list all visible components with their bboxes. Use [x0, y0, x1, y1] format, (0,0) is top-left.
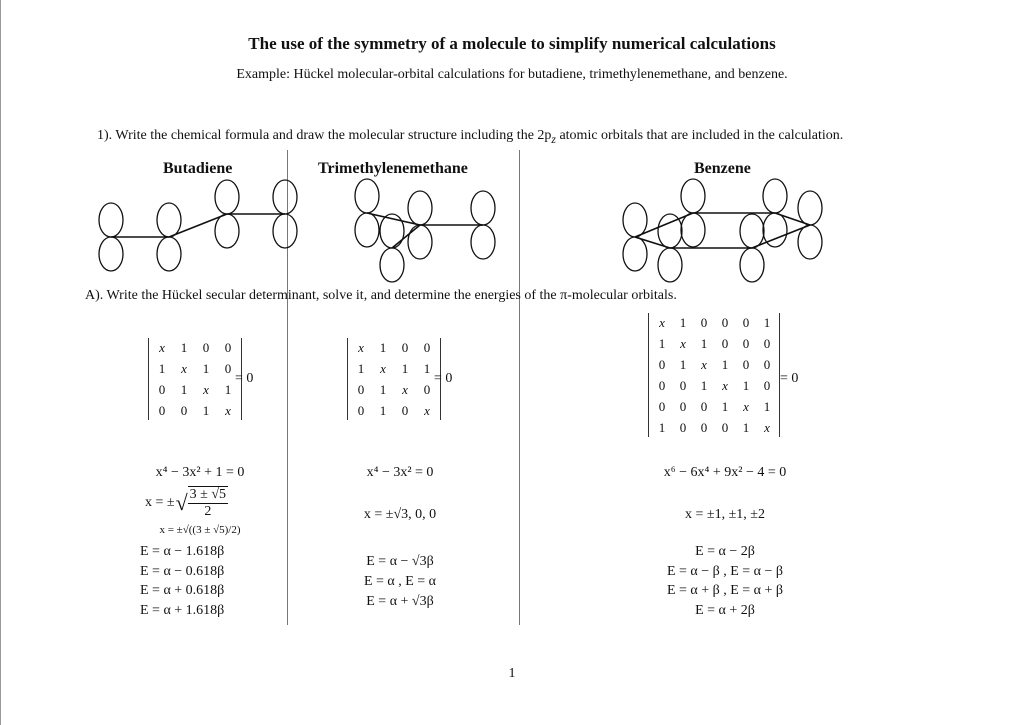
determinant-cell: 1 [180, 382, 188, 397]
roots-fraction [188, 486, 228, 520]
energies-butadiene [140, 542, 224, 620]
determinant-cell: 1 [423, 361, 431, 376]
determinant-cell: 0 [721, 420, 729, 435]
determinant-cell: 0 [401, 340, 409, 355]
determinant-cell: 1 [379, 403, 387, 418]
determinant-cell: 0 [679, 378, 687, 393]
energy-level: E = α + 1.618β [140, 602, 225, 618]
determinant-cell: 0 [401, 403, 409, 418]
label-trimethylenemethane: Trimethylenemethane [318, 160, 468, 177]
energies-tmm [340, 552, 460, 612]
radical-sign: √ [175, 490, 188, 515]
determinant-cell: 0 [658, 378, 666, 393]
determinant-cell: 1 [679, 357, 687, 372]
roots-prefix: x = ± [145, 495, 175, 510]
determinant-cell: 1 [700, 378, 708, 393]
determinant-cell: 0 [679, 399, 687, 414]
determinant-cell: 0 [357, 403, 365, 418]
determinant-cell: 1 [158, 361, 166, 376]
polynomial-butadiene: x⁴ − 3x² + 1 = 0 [155, 465, 245, 480]
determinant-cell: x [402, 382, 408, 397]
determinant-cell: x [203, 382, 209, 397]
energy-level: E = α + 2β [695, 602, 755, 618]
determinant-cell: 1 [379, 340, 387, 355]
determinant-cell: 0 [180, 403, 188, 418]
determinant-cell: 1 [721, 399, 729, 414]
determinant-cell: x [424, 403, 430, 418]
determinant-cell: x [701, 357, 707, 372]
determinant-cell: 0 [423, 340, 431, 355]
determinant-cell: 1 [379, 382, 387, 397]
energy-level: E = α + √3β [366, 594, 434, 609]
determinant-cell: 1 [742, 420, 750, 435]
determinant-cell: x [380, 361, 386, 376]
determinant-cell: x [181, 361, 187, 376]
determinant-cell: 0 [224, 340, 232, 355]
determinant-cell: 0 [763, 336, 771, 351]
roots-tmm: x = ±√3, 0, 0 [363, 507, 437, 522]
determinant-cell: x [159, 340, 165, 355]
label-benzene: Benzene [694, 160, 751, 177]
determinant-cell: 1 [763, 399, 771, 414]
trimethylenemethane-structure [355, 179, 495, 282]
page-number: 1 [508, 666, 516, 681]
polynomial-benzene: x⁶ − 6x⁴ + 9x² − 4 = 0 [663, 465, 787, 480]
determinant-cell: x [358, 340, 364, 355]
determinant-cell: x [680, 336, 686, 351]
energy-level: E = α − √3β [366, 554, 434, 569]
q1-text: 1). Write the chemical formula and draw the molecular structure including the 2p [97, 128, 552, 143]
determinant-cell: 0 [700, 399, 708, 414]
energy-level: E = α − 2β [695, 544, 755, 559]
determinant-cell: x [743, 399, 749, 414]
determinant-cell: 0 [158, 382, 166, 397]
determinant-cell: 0 [721, 336, 729, 351]
energy-level: E = α , E = α [363, 574, 437, 589]
determinant-cell: 1 [401, 361, 409, 376]
subtitle: Example: Hückel molecular-orbital calculations for butadiene, trimethylenemethane, and benzene. [236, 67, 788, 82]
determinant-cell: x [659, 315, 665, 330]
equals-zero: = 0 [434, 371, 453, 386]
determinant-cell: 0 [700, 315, 708, 330]
determinant-cell: x [722, 378, 728, 393]
roots-numerator: 3 ± √5 [189, 487, 227, 502]
energies-benzene [630, 542, 820, 620]
polynomial-tmm: x⁴ − 3x² = 0 [366, 465, 434, 480]
label-butadiene: Butadiene [163, 160, 233, 177]
determinant-cell: 0 [721, 315, 729, 330]
determinant-cell: 0 [224, 361, 232, 376]
determinant-cell: 1 [658, 420, 666, 435]
determinant-cell: 0 [679, 420, 687, 435]
q1-sub: z [551, 132, 556, 146]
determinant-cell: 1 [742, 378, 750, 393]
determinant-cell: 0 [742, 336, 750, 351]
determinant-tmm [347, 338, 441, 420]
page-title: The use of the symmetry of a molecule to simplify numerical calculations [248, 34, 776, 53]
equals-zero: = 0 [235, 371, 254, 386]
determinant-cell: 1 [658, 336, 666, 351]
determinant-benzene [648, 313, 780, 437]
determinant-cell: 0 [202, 340, 210, 355]
energy-level: E = α − β , E = α − β [666, 563, 784, 579]
determinant-cell: 1 [721, 357, 729, 372]
q1-end: atomic orbitals that are included in the calculation. [555, 128, 844, 143]
determinant-cell: 1 [679, 315, 687, 330]
energy-level: E = α + 0.618β [140, 583, 225, 598]
determinant-butadiene [148, 338, 242, 420]
benzene-structure [623, 179, 822, 282]
determinant-cell: 1 [202, 361, 210, 376]
determinant-cell: 1 [357, 361, 365, 376]
question-a: A). Write the Hückel secular determinant, solve it, and determine the energies of the π-molecular orbitals. [85, 288, 677, 303]
determinant-cell: 1 [763, 315, 771, 330]
determinant-cell: 1 [224, 382, 232, 397]
energy-level: E = α + β , E = α + β [666, 583, 784, 598]
determinant-cell: x [225, 403, 231, 418]
determinant-cell: 0 [357, 382, 365, 397]
roots-denominator: 2 [204, 504, 212, 519]
butadiene-structure [99, 180, 297, 271]
determinant-cell: 0 [763, 357, 771, 372]
determinant-cell: 0 [763, 378, 771, 393]
energy-level: E = α − 1.618β [140, 544, 225, 559]
equals-zero: = 0 [780, 371, 799, 386]
determinant-cell: 0 [158, 403, 166, 418]
determinant-cell: 0 [700, 420, 708, 435]
determinant-cell: 0 [658, 399, 666, 414]
roots-benzene: x = ±1, ±1, ±2 [685, 507, 765, 522]
determinant-cell: 1 [180, 340, 188, 355]
molecule-diagrams [0, 0, 1024, 300]
determinant-cell: 0 [742, 315, 750, 330]
determinant-cell: x [764, 420, 770, 435]
determinant-cell: 0 [658, 357, 666, 372]
determinant-cell: 1 [700, 336, 708, 351]
determinant-cell: 0 [423, 382, 431, 397]
energy-level: E = α − 0.618β [140, 563, 225, 579]
determinant-cell: 1 [202, 403, 210, 418]
determinant-cell: 0 [742, 357, 750, 372]
roots-butadiene-stacked [145, 486, 228, 520]
roots-butadiene: x = ±√((3 ± √5)/2) [159, 524, 241, 536]
